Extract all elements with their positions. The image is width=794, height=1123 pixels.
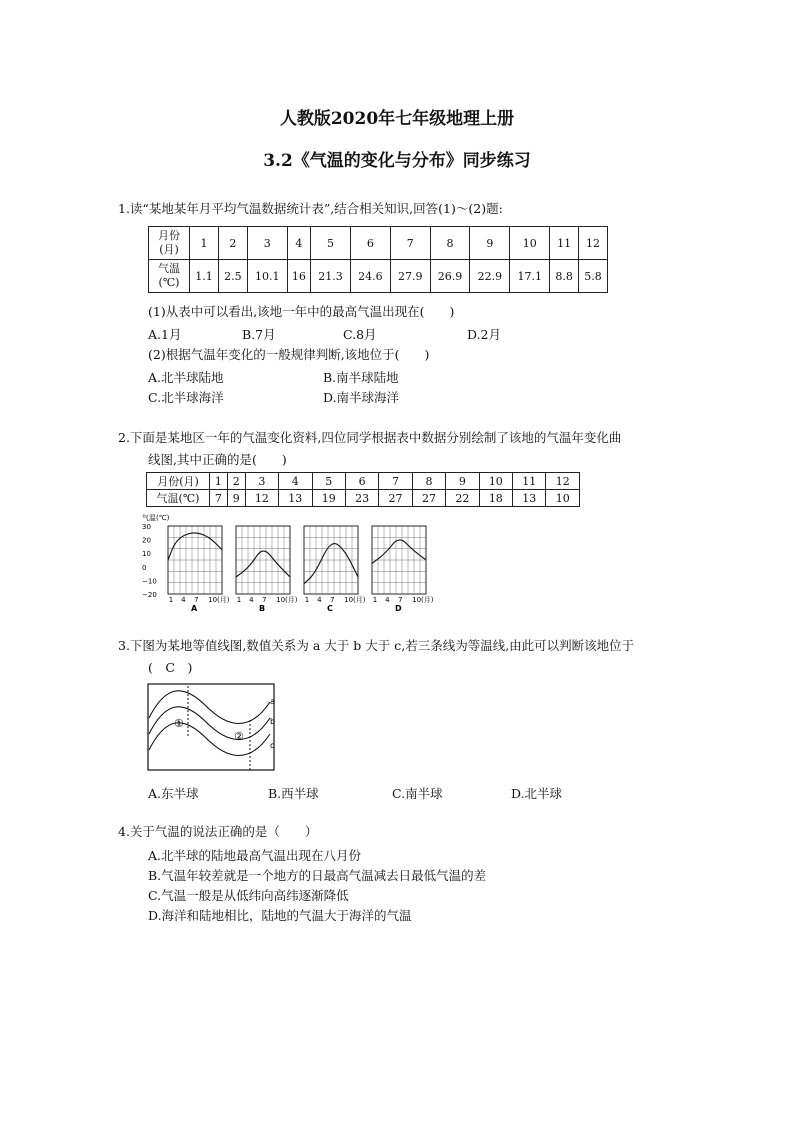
- q2-chart-letter: D: [395, 604, 402, 613]
- q1-sub2-option-d: D.南半球海洋: [323, 390, 400, 405]
- q2-temp-cell: 19: [312, 490, 345, 507]
- q1-stem: 1.读“某地某年月平均气温数据统计表”,结合相关知识,回答(1)～(2)题:: [118, 201, 503, 216]
- q1-month-cell: 8: [430, 227, 470, 260]
- q2-chart-xtick: 10(月): [344, 596, 366, 604]
- q2-temp-cell: 9: [227, 490, 245, 507]
- q2-temp-cell: 13: [279, 490, 312, 507]
- q2-chart-xtick: 1: [304, 596, 310, 604]
- q2-chart-curve: [236, 551, 290, 577]
- q1-temp-cell: 22.9: [470, 260, 510, 293]
- q2-month-cell: 4: [279, 473, 312, 490]
- q2-temp-header: 气温(℃): [147, 490, 210, 507]
- q4-stem: 4.关于气温的说法正确的是（ ）: [118, 824, 318, 839]
- q3-isotherm-c: [149, 723, 270, 756]
- q2-chart-xtick: 7: [194, 596, 199, 604]
- q2-chart-xtick: 10(月): [276, 596, 298, 604]
- q2-table: [146, 472, 580, 507]
- q1-temp-cell: 21.3: [311, 260, 351, 293]
- q1-month-row: [149, 227, 608, 260]
- q2-chart-ytick: −10: [142, 577, 157, 586]
- q1-temp-cell: 24.6: [350, 260, 390, 293]
- q2-temp-cell: 23: [345, 490, 378, 507]
- q2-chart-ytick: −20: [142, 591, 157, 599]
- q2-chart-xtick: 1: [372, 596, 378, 604]
- q2-chart-xtick: 4: [385, 596, 390, 604]
- q4-option-b: B.气温年较差就是一个地方的日最高气温减去日最低气温的差: [148, 868, 487, 883]
- q1-temp-header: [149, 260, 190, 293]
- q2-temp-cell: 7: [210, 490, 228, 507]
- q2-month-row: [147, 473, 580, 490]
- q2-temp-cell: 18: [479, 490, 512, 507]
- q3-option-b: B.西半球: [268, 786, 319, 801]
- q2-month-cell: 10: [479, 473, 512, 490]
- q2-chart-ytick: 20: [142, 536, 151, 545]
- q2-chart-xtick: 10(月): [208, 596, 230, 604]
- q1-temp-cell: 16: [287, 260, 310, 293]
- q2-month-cell: 2: [227, 473, 245, 490]
- q1-temp-cell: 2.5: [218, 260, 247, 293]
- q1-temp-cell: 17.1: [510, 260, 550, 293]
- q2-chart-xtick: 1: [168, 596, 174, 604]
- q1-month-cell: 6: [350, 227, 390, 260]
- q2-chart-letter: B: [259, 604, 266, 613]
- q2-chart-curve: [304, 544, 358, 584]
- q2-month-cell: 3: [245, 473, 278, 490]
- q1-sub1-option-a: A.1月: [148, 327, 182, 342]
- q2-month-cell: 7: [379, 473, 412, 490]
- q2-chart-xtick: 4: [249, 596, 254, 604]
- q4-option-a: A.北半球的陆地最高气温出现在八月份: [148, 848, 362, 863]
- q4-option-d: D.海洋和陆地相比，陆地的气温大于海洋的气温: [148, 908, 412, 923]
- q1-table: [148, 226, 608, 293]
- q1-month-cell: 5: [311, 227, 351, 260]
- q2-chart-xtick: 7: [398, 596, 403, 604]
- q1-month-header-a: 月份: [158, 229, 180, 242]
- q1-sub2-option-c: C.北半球海洋: [148, 390, 224, 405]
- q1-sub2: (2)根据气温年变化的一般规律判断,该地位于( ): [148, 347, 430, 362]
- q2-month-cell: 6: [345, 473, 378, 490]
- q2-charts: [140, 510, 440, 615]
- q1-temp-header-b: (℃): [158, 276, 180, 289]
- q3-label-a: a: [270, 697, 275, 706]
- q2-chart-ylabel: 气温(℃): [142, 514, 170, 522]
- q1-month-header-b: (月): [159, 243, 179, 256]
- q1-sub1-option-b: B.7月: [242, 327, 276, 342]
- q2-month-header: 月份(月): [147, 473, 210, 490]
- q1-temp-header-a: 气温: [158, 262, 180, 275]
- q2-chart-xtick: 10(月): [412, 596, 434, 604]
- q2-temp-cell: 27: [379, 490, 412, 507]
- q2-chart-letter: A: [191, 604, 198, 613]
- q2-chart-xtick: 4: [317, 596, 322, 604]
- q2-chart-ytick: 30: [142, 523, 151, 531]
- q1-month-cell: 1: [190, 227, 219, 260]
- q2-month-cell: 9: [446, 473, 479, 490]
- q2-temp-cell: 22: [446, 490, 479, 507]
- q3-marker-2: ②: [234, 730, 244, 743]
- q2-month-cell: 8: [412, 473, 445, 490]
- document-title: 人教版2020年七年级地理上册: [279, 109, 515, 129]
- q2-chart-xtick: 1: [236, 596, 242, 604]
- q3-label-c: c: [270, 741, 275, 750]
- q2-chart-letter: C: [327, 604, 333, 613]
- q1-month-cell: 2: [218, 227, 247, 260]
- q2-chart-curve: [168, 533, 222, 560]
- q2-month-cell: 11: [513, 473, 546, 490]
- q2-temp-cell: 27: [412, 490, 445, 507]
- q2-stem-line2: 线图,其中正确的是( ): [148, 452, 287, 467]
- q1-sub1-option-d: D.2月: [467, 327, 502, 342]
- q1-temp-cell: 10.1: [247, 260, 287, 293]
- q3-isotherm-map: [146, 682, 281, 774]
- q3-option-a: A.东半球: [148, 786, 199, 801]
- q1-month-cell: 12: [579, 227, 608, 260]
- q1-month-header: [149, 227, 190, 260]
- q1-temp-row: [149, 260, 608, 293]
- q1-temp-cell: 27.9: [390, 260, 430, 293]
- q1-sub1-option-c: C.8月: [343, 327, 377, 342]
- q3-isotherm-a: [149, 691, 270, 724]
- q2-temp-row: [147, 490, 580, 507]
- q1-month-cell: 3: [247, 227, 287, 260]
- q1-month-cell: 10: [510, 227, 550, 260]
- q1-temp-cell: 5.8: [579, 260, 608, 293]
- q1-month-cell: 11: [550, 227, 579, 260]
- q1-sub1: (1)从表中可以看出,该地一年中的最高气温出现在( ): [148, 304, 455, 319]
- q1-month-cell: 9: [470, 227, 510, 260]
- q3-option-c: C.南半球: [392, 786, 443, 801]
- q1-temp-cell: 1.1: [190, 260, 219, 293]
- q3-isotherm-b: [149, 707, 270, 740]
- q2-chart-xtick: 7: [330, 596, 335, 604]
- q4-option-c: C.气温一般是从低纬向高纬逐渐降低: [148, 888, 349, 903]
- q2-chart-ytick: 0: [142, 563, 147, 572]
- q2-stem-line1: 2.下面是某地区一年的气温变化资料,四位同学根据表中数据分别绘制了该地的气温年变化曲: [118, 430, 622, 445]
- q3-stem-line1: 3.下图为某地等值线图,数值关系为 a 大于 b 大于 c,若三条线为等温线,由此可以判断该地位于: [118, 638, 635, 653]
- q1-month-cell: 4: [287, 227, 310, 260]
- q3-option-d: D.北半球: [511, 786, 563, 801]
- q2-chart-xtick: 4: [181, 596, 186, 604]
- q2-temp-cell: 13: [513, 490, 546, 507]
- q2-chart-ytick: 10: [142, 550, 151, 559]
- q2-month-cell: 12: [546, 473, 580, 490]
- q2-temp-cell: 10: [546, 490, 580, 507]
- q3-label-b: b: [270, 717, 276, 726]
- q2-month-cell: 5: [312, 473, 345, 490]
- q1-month-cell: 7: [390, 227, 430, 260]
- q3-stem-line2: ( C ): [148, 660, 193, 675]
- q1-temp-cell: 8.8: [550, 260, 579, 293]
- q2-month-cell: 1: [210, 473, 228, 490]
- q1-temp-cell: 26.9: [430, 260, 470, 293]
- document-subtitle: 3.2《气温的变化与分布》同步练习: [263, 151, 531, 171]
- q2-chart-xtick: 7: [262, 596, 267, 604]
- q1-sub2-option-b: B.南半球陆地: [323, 370, 399, 385]
- q2-temp-cell: 12: [245, 490, 278, 507]
- q1-sub2-option-a: A.北半球陆地: [148, 370, 224, 385]
- q3-marker-1: ①: [174, 717, 184, 730]
